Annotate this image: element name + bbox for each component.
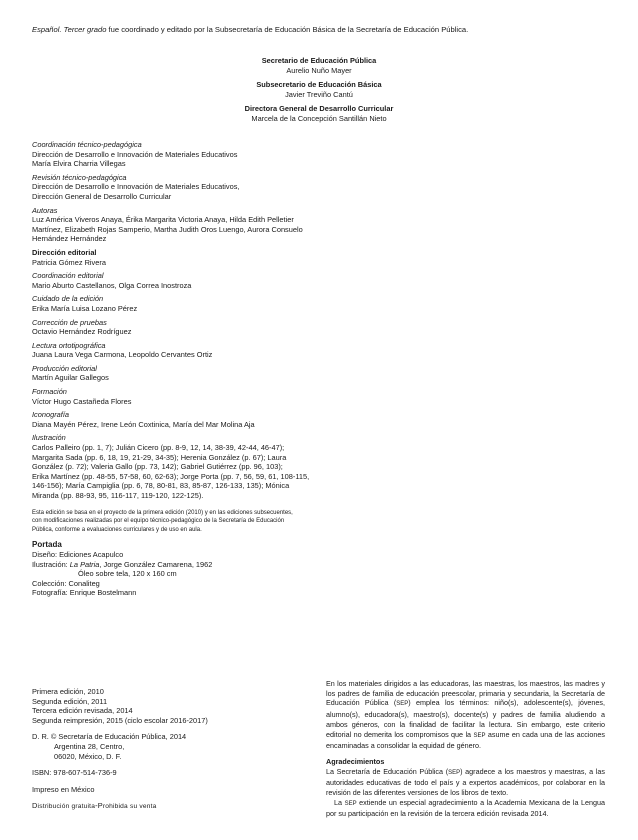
address-line: Argentina 28, Centro, [54,741,125,751]
address-line: 06020, México, D. F. [54,751,122,761]
acknowledgements-heading: Agradecimientos [326,756,385,766]
credit-line: Erika Martínez (pp. 48-55, 57-58, 60, 62-63); Jorge Porta (pp. 7, 56, 59, 61, 108-115, [32,471,310,481]
artwork-title: La Patria [69,559,100,569]
credit-entry [32,433,332,500]
cover-heading: Portada [32,540,62,550]
note-line: Pública, conforme a evaluaciones curriculares y de uso en aula. [32,526,202,533]
credit-line: Dirección de Desarrollo e Innovación de Materiales Educativos [32,149,238,159]
credit-role: Corrección de pruebas [32,317,107,327]
official-role: Secretario de Educación Pública [261,56,377,65]
credit-line: Martín Aguilar Gallegos [32,373,109,383]
credit-line: Margarita Sada (pp. 6, 18, 19, 21-29, 34-35); Herenia González (p. 67); Laura [32,452,287,462]
credit-entry [32,206,332,244]
credit-line: Martínez, Elizabeth Rojas Samperio, Martha Judith Oros Luengo, Aurora Consuelo [32,224,303,234]
edition-line: Primera edición, 2010 [32,687,104,696]
credit-role: Coordinación editorial [32,271,104,281]
edition-line: Tercera edición revisada, 2014 [32,706,133,716]
credit-role: Coordinación técnico-pedagógica [32,140,142,149]
edition-info [32,687,312,812]
credit-line: 146-156); María Campiglia (pp. 6, 78, 80-81, 83, 85-87, 126-133, 135); Mónica [32,481,290,491]
cover-photography: Fotografía: Enrique Bostelmann [32,588,137,598]
official-name: Marcela de la Concepción Santillán Nieto [251,114,387,123]
edition-note [32,509,332,535]
credit-entry [32,387,332,406]
acknowledgements-text: La Secretaría de Educación Pública (SEP) agradece a los maestros y maestras, a las autoridades educativas de todo el país y a expertos académicos, por colaborar en la revisión de las diferentes versiones de los libros de texto. [326,766,605,798]
credit-line: Luz América Viveros Anaya, Érika Margarita Victoria Anaya, Hilda Edith Pelletier [32,215,294,225]
credit-role: Iconografía [32,410,69,420]
official-role: Directora General de Desarrollo Curricular [244,104,394,113]
credit-line: Juana Laura Vega Carmona, Leopoldo Cervantes Ortiz [32,350,213,360]
credit-entry [32,271,332,290]
intro-text: fue coordinado y editado por la Subsecretaría de Educación Básica de la Secretaría de Educación Pública. [106,25,469,34]
distribution-notice: Distribución gratuita-Prohibida su venta [32,801,157,811]
credit-entry [32,318,332,337]
credit-line: González (p. 72); Valeria Gallo (pp. 73, 142); Gabriel Gutiérrez (pp. 96, 103); [32,462,283,472]
official-role: Subsecretario de Educación Básica [256,80,382,89]
credit-line: Erika María Luisa Lozano Pérez [32,303,138,313]
gender-note: En los materiales dirigidos a las educadoras, las maestras, los maestros, las madres y los padres de familia de educación preescolar, primaria y secundaria, la Secretaría de Educación Pública (SEP) emplea los términos: niño(s), adolescente(s), jóvenes, alumno(s), educadora(s), maestro(s), docente(s) y padres de familia aludiendo a ambos géneros, con la finalidad de facilitar la lectura. Sin embargo, este criterio editorial no demerita los compromisos que la SEP asume en cada una de las acciones encaminadas a consolidar la equidad de género. [326,679,605,751]
credit-entry [32,173,332,202]
credit-line: Víctor Hugo Castañeda Flores [32,396,132,406]
credit-line: Hernández Hernández [32,234,107,244]
credit-line: María Elvira Charria Villegas [32,159,126,169]
official-2 [0,80,638,100]
officials-block [0,56,638,128]
credit-entry [32,248,332,267]
credit-role: Revisión técnico-pedagógica [32,172,127,182]
edition-line: Segunda edición, 2011 [32,696,108,706]
credit-line: Carlos Palleiro (pp. 1, 7); Julián Cicero (pp. 8-9, 12, 14, 38-39, 42-44, 46-47); [32,443,285,453]
credit-entry [32,294,332,313]
credit-role: Formación [32,387,67,397]
book-title: Español. Tercer grado [32,25,107,34]
credit-role: Ilustración [32,433,66,443]
credit-entry [32,140,332,169]
copyright-line: D. R. © Secretaría de Educación Pública, 2014 [32,732,187,742]
note-line: con modificaciones realizadas por el equipo técnico-pedagógico de la Secretaría de Educación [32,518,285,525]
intro-line [32,25,612,35]
note-line: Esta edición se basa en el proyecto de la primera edición (2010) y en las ediciones subsecuentes, [32,509,293,516]
official-name: Aurelio Nuño Mayer [286,66,352,75]
credit-line: Dirección General de Desarrollo Curricular [32,191,172,201]
credit-role: Lectura ortotipográfica [32,340,106,350]
cover-design: Diseño: Ediciones Acapulco [32,549,124,559]
cover-credits [32,540,332,598]
credit-line: Mario Aburto Castellanos, Olga Correa Inostroza [32,280,192,290]
academy-acknowledgement: La SEP extiende un especial agradecimiento a la Academia Mexicana de la Lengua por su participación en la revisión de la tercera edición revisada 2014. [326,797,605,819]
cover-illustration: Ilustración: La Patria, Jorge González Camarena, 1962 [32,559,213,569]
credit-line: Miranda (pp. 88-93, 95, 116-117, 119-120, 122-125). [32,491,204,500]
credit-entry [32,410,332,429]
official-3 [0,104,638,124]
edition-line: Segunda reimpresión, 2015 (ciclo escolar 2016-2017) [32,715,208,725]
cover-collection: Colección: Conaliteg [32,578,100,588]
credit-line: Patricia Gómez Rivera [32,257,106,267]
credits-list [32,140,332,501]
printed-in: Impreso en México [32,784,95,794]
credit-entry [32,341,332,360]
official-1 [0,56,638,76]
official-name: Javier Treviño Cantú [285,90,353,99]
credit-role: Dirección editorial [32,247,97,257]
cover-medium: Óleo sobre tela, 120 x 160 cm [78,569,177,579]
credit-entry [32,364,332,383]
credit-role: Producción editorial [32,363,97,373]
credit-role: Cuidado de la edición [32,294,104,304]
credit-line: Diana Mayén Pérez, Irene León Coxtinica, María del Mar Molina Aja [32,419,255,429]
credit-role: Autoras [32,205,58,215]
credit-line: Octavio Hernández Rodríguez [32,327,132,337]
isbn: ISBN: 978-607-514-736-9 [32,768,117,778]
credit-line: Dirección de Desarrollo e Innovación de Materiales Educativos, [32,182,240,192]
right-column [326,679,605,819]
credits-block [32,140,332,602]
